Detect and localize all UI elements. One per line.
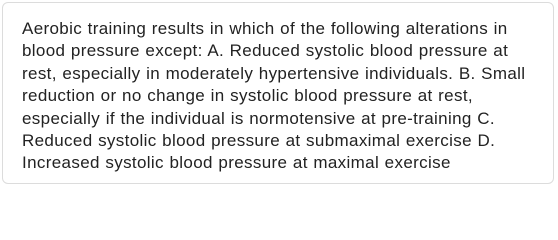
question-card xyxy=(2,2,554,184)
question-text: Aerobic training results in which of the following alterations in blood pressure except: A. Reduced systolic blood pressure at rest, especially in moderately hypertensive individuals. B. Small reduction or no change in systolic blood pressure at rest, especially if the individual is normotensive at pre-training C. Reduced systolic blood pressure at submaximal exercise D. Increased systolic blood pressure at maximal exercise xyxy=(22,19,526,173)
